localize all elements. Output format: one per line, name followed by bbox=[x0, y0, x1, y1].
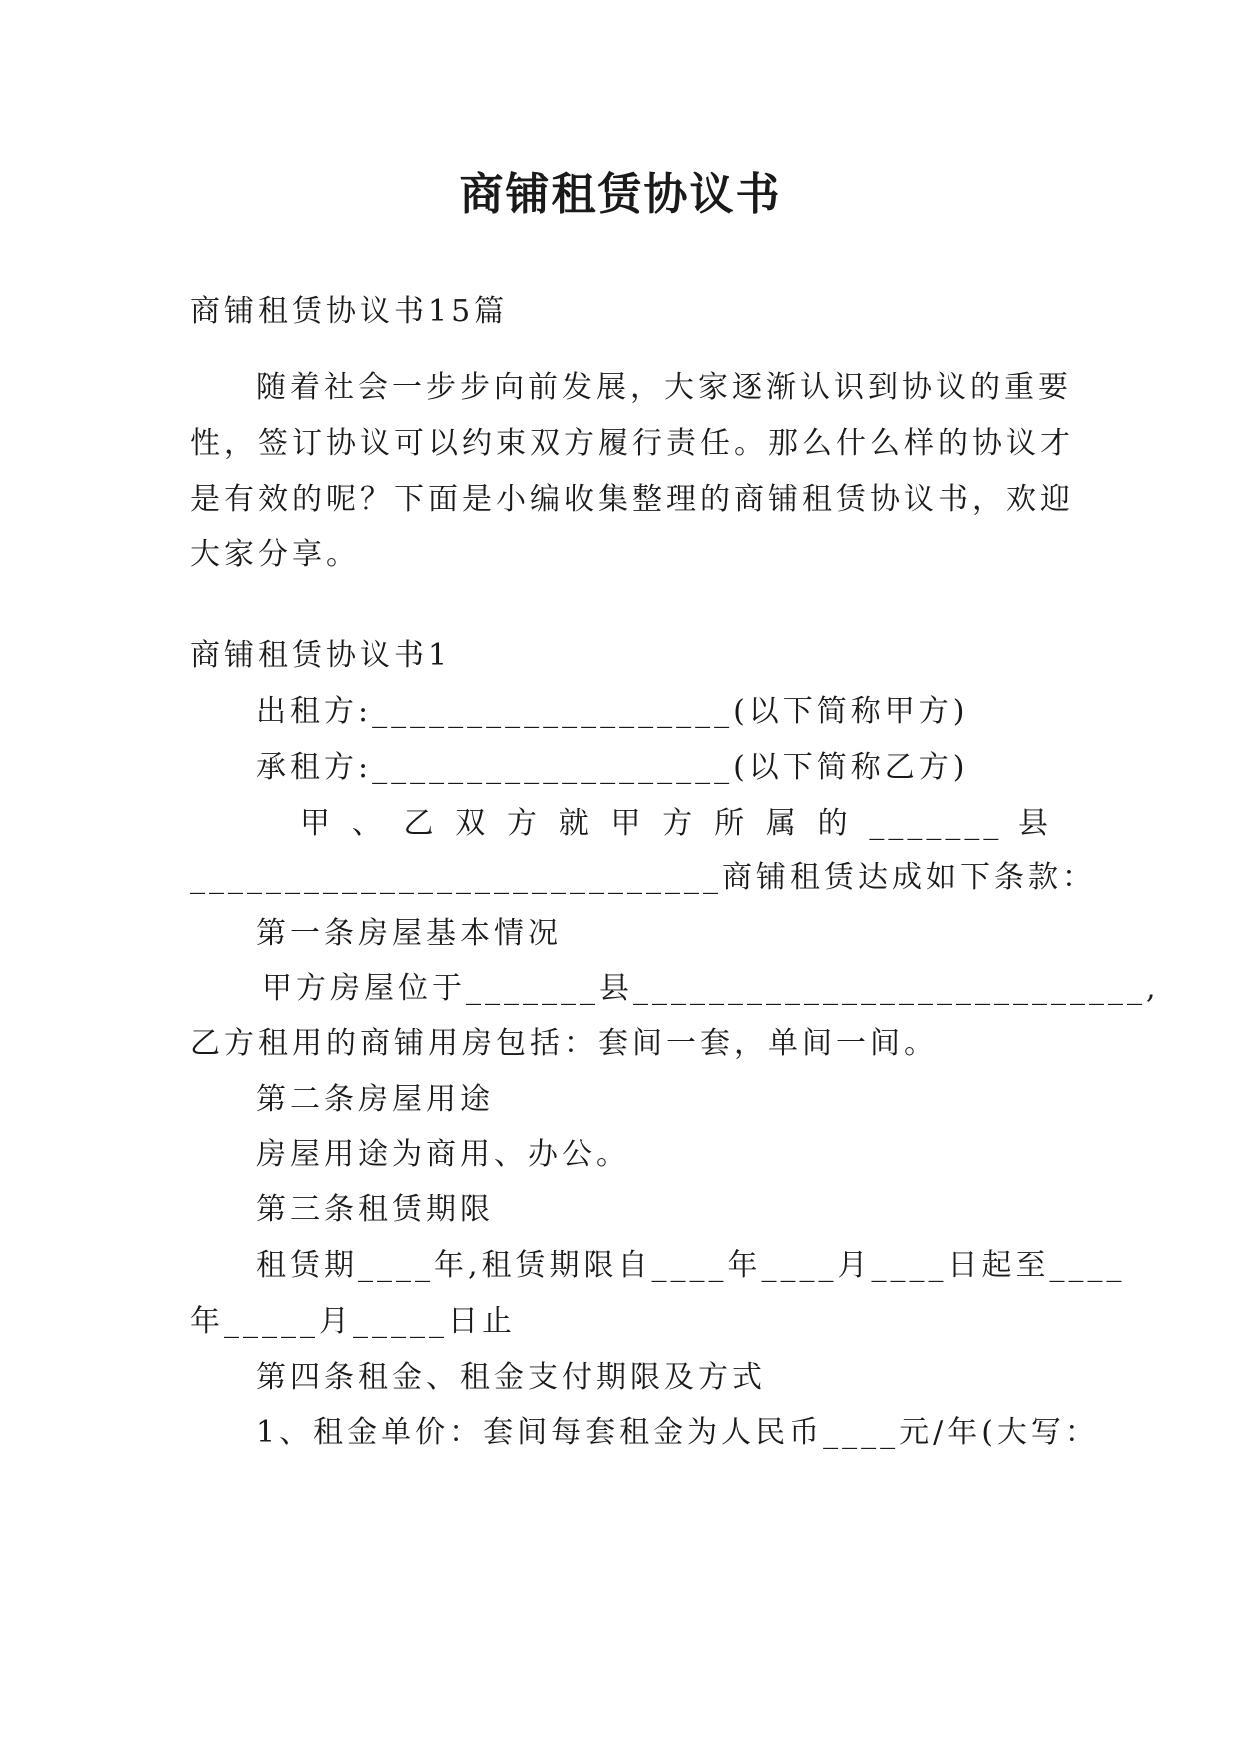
lessee-line: 承租方:___________________(以下简称乙方) bbox=[256, 750, 969, 785]
intro-line-3: 是有效的呢？下面是小编收集整理的商铺租赁协议书，欢迎 bbox=[190, 482, 1074, 517]
article-1-rooms: 乙方租用的商铺用房包括：套间一套，单间一间。 bbox=[190, 1026, 938, 1061]
article-3-heading: 第三条租赁期限 bbox=[256, 1192, 494, 1227]
article-1-location: 甲方房屋位于_______县___________________________, bbox=[262, 971, 1160, 1006]
article-2-use: 房屋用途为商用、办公。 bbox=[256, 1137, 630, 1172]
document-subtitle: 商铺租赁协议书15篇 bbox=[190, 294, 509, 329]
intro-line-2: 性，签订协议可以约束双方履行责任。那么什么样的协议才 bbox=[190, 426, 1074, 461]
section-title: 商铺租赁协议书1 bbox=[190, 638, 452, 673]
article-2-heading: 第二条房屋用途 bbox=[256, 1082, 494, 1117]
article-3-term-2: 年_____月_____日止 bbox=[190, 1304, 516, 1339]
agreement-line-1: 甲 、 乙 双 方 就 甲 方 所 属 的 _______ 县 bbox=[300, 806, 1052, 841]
intro-line-4: 大家分享。 bbox=[190, 537, 360, 572]
article-4-heading: 第四条租金、租金支付期限及方式 bbox=[256, 1360, 766, 1395]
article-3-term-1: 租赁期____年,租赁期限自____年____月____日起至____ bbox=[256, 1248, 1126, 1283]
article-4-rent-price: 1、租金单价：套间每套租金为人民币____元/年(大写： bbox=[256, 1415, 1099, 1450]
document-title: 商铺租赁协议书 bbox=[459, 169, 782, 220]
agreement-line-2: ____________________________商铺租赁达成如下条款： bbox=[190, 860, 1096, 895]
article-1-heading: 第一条房屋基本情况 bbox=[256, 916, 562, 951]
lessor-line: 出租方:___________________(以下简称甲方) bbox=[256, 694, 969, 729]
intro-line-1: 随着社会一步步向前发展，大家逐渐认识到协议的重要 bbox=[256, 370, 1072, 405]
